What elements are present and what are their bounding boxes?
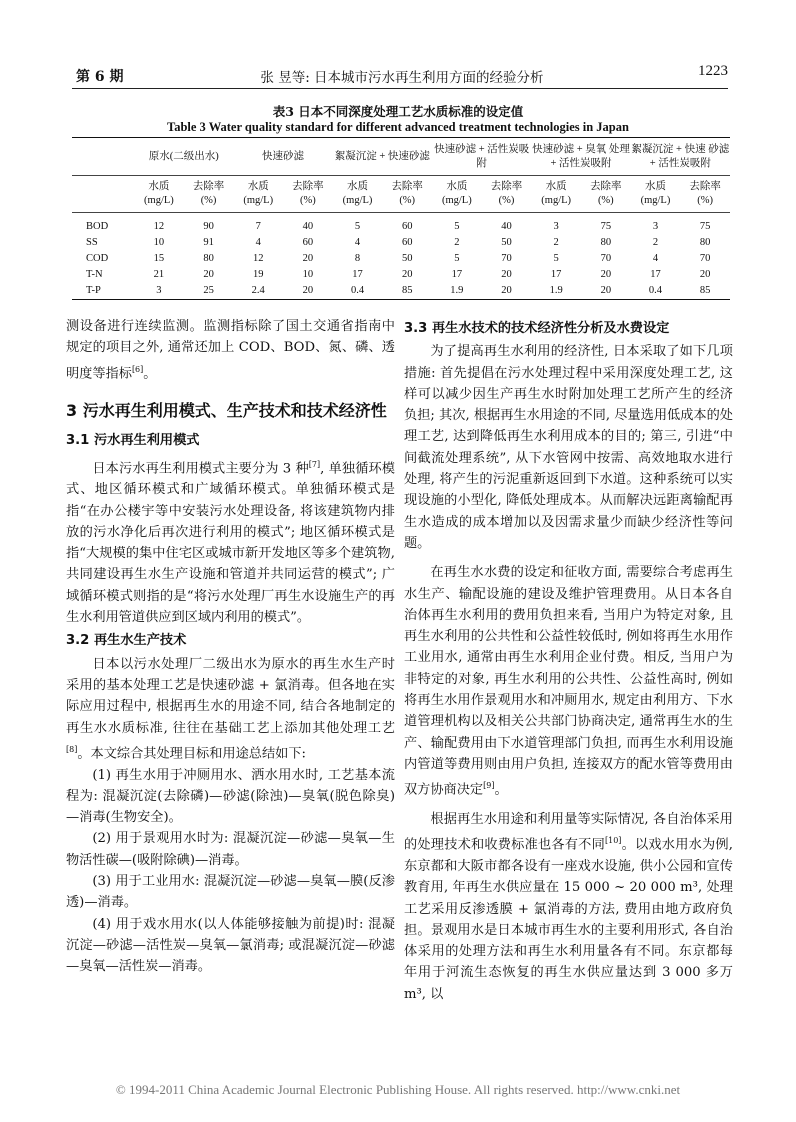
subheader-quality: 水质 (mg/L) bbox=[233, 176, 283, 213]
subheader-removal: 去除率 (%) bbox=[482, 176, 532, 213]
table-cell: 80 bbox=[600, 237, 612, 248]
citation-ref[interactable]: [10] bbox=[604, 836, 622, 846]
table-cell: 75 bbox=[699, 221, 711, 232]
citation-ref[interactable]: [8] bbox=[66, 744, 78, 754]
table-cell: 2 bbox=[553, 237, 559, 248]
header-rule bbox=[72, 88, 728, 89]
group-header: 快速砂滤 + 活性炭吸附 bbox=[432, 138, 531, 176]
table-cell: 85 bbox=[699, 285, 711, 296]
table-cell: 2.4 bbox=[251, 285, 265, 296]
table-group-header-row bbox=[72, 138, 730, 176]
row-label: SS bbox=[86, 237, 98, 248]
table-cell: 20 bbox=[401, 269, 413, 280]
subheader-removal: 去除率 (%) bbox=[680, 176, 730, 213]
table-cell: 3 bbox=[652, 221, 659, 232]
table-cell: 21 bbox=[153, 269, 165, 280]
table-cell: 40 bbox=[302, 221, 314, 232]
subsection-heading: 3.2 再生水生产技术 bbox=[66, 633, 187, 649]
table-cell: 10 bbox=[302, 269, 314, 280]
table-cell: 4 bbox=[255, 237, 261, 248]
subheader-quality: 水质 (mg/L) bbox=[631, 176, 681, 213]
table-corner-cell bbox=[72, 176, 134, 213]
table-cell: 20 bbox=[302, 285, 314, 296]
table-cell: 20 bbox=[501, 285, 512, 296]
table-cell: 4 bbox=[354, 237, 361, 248]
group-header: 原水(二级出水) bbox=[134, 138, 233, 176]
table-cell: 70 bbox=[501, 253, 512, 264]
table-row bbox=[72, 235, 730, 251]
page-header bbox=[76, 62, 728, 88]
paragraph: 日本以污水处理厂二级出水为原水的再生水生产时采用的基本处理工艺是快速砂滤 + 氯消毒。但各地在实际应用过程中, 根据再生水的用途不同, 结合各地制定的再生水水质标准, 往往在基础工艺上添加其他处理工艺[8]。本文综合其处理目标和用途总结如下: bbox=[66, 656, 395, 762]
table-cell: 7 bbox=[255, 221, 261, 232]
table-cell: 5 bbox=[553, 253, 559, 264]
group-header: 絮凝沉淀 + 快速砂滤 bbox=[333, 138, 432, 176]
table-cell: 90 bbox=[203, 221, 214, 232]
paragraph: 根据再生水用途和利用量等实际情况, 各自治体采用的处理技术和收费标准也各有不同[10]。以戏水用水为例, 东京都和大阪市都各设有一座戏水设施, 供小公园和宣传教育用, 年再生水供应量在 15 000 ~ 20 000 m³, 处理工艺采用反渗透膜 + 氯消毒的方法, 费用由地方政府负担。景观用水是日本城市再生水的主要利用形式, 各自治体采用的处理方法和再生水利用量各有不同。东京都每年用于河流生态恢复的再生水供应量达到 3 000 多万 m³, 以 bbox=[404, 811, 733, 1002]
table-cell: 20 bbox=[501, 269, 512, 280]
page-number: 1223 bbox=[698, 63, 728, 79]
table-cell: 80 bbox=[203, 253, 214, 264]
table-cell: 25 bbox=[203, 285, 214, 296]
table-cell: 19 bbox=[252, 269, 264, 280]
table-cell: 50 bbox=[501, 237, 512, 248]
table-row bbox=[72, 267, 730, 283]
table-cell: 80 bbox=[699, 237, 711, 248]
citation-ref[interactable]: [6] bbox=[131, 364, 144, 374]
copyright-footer: © 1994-2011 China Academic Journal Electronic Publishing House. All rights reserved. http://www.cnki.net bbox=[115, 1082, 681, 1097]
left-column bbox=[66, 316, 395, 977]
subsection-heading: 3.3 再生水技术的技术经济性分析及水费设定 bbox=[404, 321, 670, 336]
list-item: (4) 用于戏水用水(以人体能够接触为前提)时: 混凝沉淀—砂滤—活性炭—臭氧—氯消毒; 或混凝沉淀—砂滤—臭氧—活性炭—消毒。 bbox=[66, 916, 395, 975]
table-cell: 20 bbox=[600, 269, 612, 280]
table-cell: 1.9 bbox=[450, 285, 464, 296]
table-body bbox=[72, 213, 730, 300]
table-cell: 60 bbox=[302, 237, 314, 248]
table-cell: 12 bbox=[153, 221, 165, 232]
table-cell: 60 bbox=[401, 237, 413, 248]
table-row bbox=[72, 213, 730, 236]
table-cell: 3 bbox=[553, 221, 559, 232]
list-item: (1) 再生水用于冲厕用水、洒水用水时, 工艺基本流程为: 混凝沉淀(去除磷)—砂滤(除浊)—臭氧(脱色除臭)—消毒(生物安全)。 bbox=[66, 767, 395, 826]
subsection-heading: 3.1 污水再生利用模式 bbox=[66, 433, 200, 449]
table-cell: 2 bbox=[652, 237, 659, 248]
table-cell: 17 bbox=[352, 269, 363, 280]
table-cell: 40 bbox=[501, 221, 512, 232]
table-cell: 17 bbox=[650, 269, 661, 280]
table-caption-en: Table 3 Water quality standard for different advanced treatment technologies in Japan bbox=[167, 120, 629, 134]
table-cell: 85 bbox=[401, 285, 413, 296]
table-cell: 70 bbox=[600, 253, 612, 264]
row-label: T-P bbox=[86, 285, 101, 296]
table-caption-cn: 表3 日本不同深度处理工艺水质标准的设定值 bbox=[272, 104, 524, 119]
issue-label: 第 6 期 bbox=[76, 69, 124, 85]
table-cell: 17 bbox=[550, 269, 562, 280]
table-cell: 91 bbox=[203, 237, 214, 248]
table-cell: 10 bbox=[153, 237, 165, 248]
table-row bbox=[72, 283, 730, 300]
table-cell: 75 bbox=[600, 221, 612, 232]
table-cell: 5 bbox=[454, 253, 460, 264]
table-cell: 5 bbox=[454, 221, 460, 232]
table-cell: 8 bbox=[354, 253, 361, 264]
table-cell: 2 bbox=[454, 237, 460, 248]
table-cell: 20 bbox=[203, 269, 214, 280]
subheader-removal: 去除率 (%) bbox=[581, 176, 631, 213]
paragraph: 测设备进行连续监测。监测指标除了国土交通省指南中规定的项目之外, 通常还加上 COD、BOD、氮、磷、透明度等指标[6]。 bbox=[66, 319, 395, 381]
table-cell: 4 bbox=[652, 253, 659, 264]
table-cell: 20 bbox=[302, 253, 314, 264]
subheader-removal: 去除率 (%) bbox=[382, 176, 432, 213]
row-label: BOD bbox=[86, 221, 109, 232]
list-item: (3) 用于工业用水: 混凝沉淀—砂滤—臭氧—膜(反渗透)—消毒。 bbox=[66, 874, 395, 911]
paragraph: 为了提高再生水利用的经济性, 日本采取了如下几项措施: 首先提倡在污水处理过程中采用深度处理工艺, 这样可以减少因生产再生水时附加处理工艺所产生的经济负担; 其次, 根据再生水用途的不同, 尽量选用低成本的处理工艺, 达到降低再生水利用成本的目的; 第三, 引进“中间截流处理系统”, 从下水管网中按需、高效地取水进行处理, 将产生的污泥重新返回到下水道。这种系统可以实现设施的小型化, 降低处理成本。从而解决远距离输配再生水造成的成本增加以及因需求量少而缺少经济性等问题。 bbox=[404, 344, 733, 551]
table-cell: 12 bbox=[252, 253, 264, 264]
paragraph: 日本污水再生利用模式主要分为 3 种[7], 单独循环模式、地区循环模式和广域循环模式。单独循环模式是指“在办公楼宇等中安装污水处理设备, 将该建筑物内排放的污水净化后再次进行利用的模式”; 地区循环模式是指“大规模的集中住宅区或城市新开发地区等多个建筑物, 共同建设再生水生产设施和管道并共同运营的模式”; 广域循环模式则指的是“将污水处理厂再生水设施生产的再生水利用管道供应到区域内利用的模式”。 bbox=[66, 459, 395, 626]
table-cell: 1.9 bbox=[549, 285, 563, 296]
group-header: 絮凝沉淀 + 快速 砂滤 + 活性炭吸附 bbox=[631, 138, 730, 176]
subheader-quality: 水质 (mg/L) bbox=[432, 176, 482, 213]
table-cell: 3 bbox=[156, 285, 162, 296]
table-cell: 17 bbox=[451, 269, 463, 280]
table-cell: 0.4 bbox=[350, 285, 365, 296]
paragraph: 在再生水水费的设定和征收方面, 需要综合考虑再生水生产、输配设施的建设及维护管理费用。从日本各自治体再生水利用的费用负担来看, 当用户为特定对象, 且再生水利用的公共性和公益性较低时, 例如将再生水用作工业用水, 通常由再生水利用企业付费。相反, 当用户为非特定的对象, 再生水利用的公共性、公益性高时, 例如将再生水用作景观用水和冲厕用水, 规定由利用方、下水道管理机构以及相关公共部门协商决定, 通常再生水的生产、输配费用由下水道管理部门负担, 而再生水利用设施内管道等费用则由用户负担, 连接双方的配水管等费用由双方协商决定[9]。 bbox=[404, 565, 733, 798]
subheader-removal: 去除率 (%) bbox=[283, 176, 333, 213]
group-header: 快速砂滤 bbox=[233, 138, 332, 176]
table-cell: 5 bbox=[354, 221, 361, 232]
table-corner-cell bbox=[72, 138, 134, 176]
subheader-quality: 水质 (mg/L) bbox=[134, 176, 184, 213]
table-cell: 60 bbox=[401, 221, 413, 232]
table-cell: 0.4 bbox=[648, 285, 663, 296]
subheader-quality: 水质 (mg/L) bbox=[333, 176, 383, 213]
table-cell: 20 bbox=[600, 285, 612, 296]
subheader-removal: 去除率 (%) bbox=[184, 176, 234, 213]
table-row bbox=[72, 251, 730, 267]
group-header: 快速砂滤 + 臭氧 处理 + 活性炭吸附 bbox=[531, 138, 630, 176]
table-cell: 70 bbox=[699, 253, 711, 264]
list-item: (2) 用于景观用水时为: 混凝沉淀—砂滤—臭氧—生物活性碳—(吸附除碘)—消毒。 bbox=[66, 831, 395, 868]
table-cell: 15 bbox=[153, 253, 165, 264]
row-label: COD bbox=[86, 253, 109, 264]
right-column bbox=[404, 316, 733, 1005]
section-heading: 3 污水再生利用模式、生产技术和技术经济性 bbox=[66, 401, 387, 421]
citation-ref[interactable]: [9] bbox=[483, 781, 495, 791]
table-subheader-row bbox=[72, 176, 730, 213]
running-title: 张 昱等: 日本城市污水再生利用方面的经验分析 bbox=[260, 70, 544, 86]
table-cell: 20 bbox=[699, 269, 711, 280]
subheader-quality: 水质 (mg/L) bbox=[531, 176, 581, 213]
citation-ref[interactable]: [7] bbox=[308, 459, 321, 469]
row-label: T-N bbox=[86, 269, 103, 280]
water-quality-table bbox=[72, 137, 730, 300]
table-cell: 50 bbox=[401, 253, 413, 264]
